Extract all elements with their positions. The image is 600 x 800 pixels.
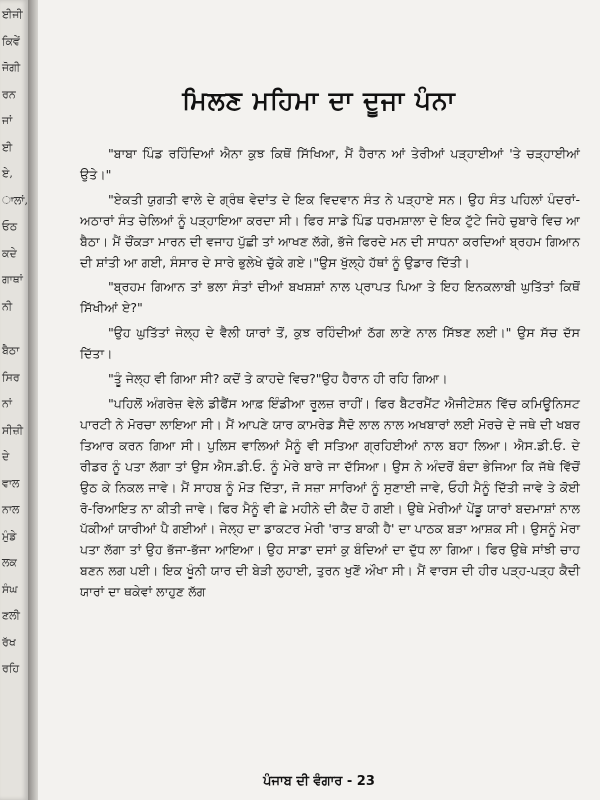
left-page-text-fragment: ਸਿਰ [2, 370, 20, 384]
left-page-text-fragment: ਗਾਥਾਂ [2, 273, 23, 286]
left-page-text-fragment: ਾਲਾਂ, [2, 193, 28, 207]
left-page-text-fragment: ਸੀਜ਼ੀ [2, 423, 24, 437]
adjacent-page-edge [0, 0, 28, 800]
left-page-text-fragment: ਕਿਵੇਂ [2, 34, 20, 48]
paragraph: "ਬਾਬਾ ਪਿੰਡ ਰਹਿੰਦਿਆਂ ਐਨਾ ਕੁਝ ਕਿਥੋਂ ਸਿੱਖਿਆ, ਮੈਂ ਹੈਰਾਨ ਆਂ ਤੇਰੀਆਂ ਪੜ੍ਹਾਈਆਂ 'ਤੇ ਚੜ੍ਹਾਈਆਂ ਉਤੇ।" [80, 146, 580, 182]
left-page-text-fragment: ਜਾਂ [2, 114, 13, 127]
paragraph: "ਤੂੰ ਜੇਲ੍ਹ ਵੀ ਗਿਆ ਸੀ? ਕਦੋਂ ਤੇ ਕਾਹਦੇ ਵਿਚ?"ਉਹ ਹੈਰਾਨ ਹੀ ਰਹਿ ਗਿਆ। [108, 371, 448, 387]
left-page-text-fragment: ਕਦੇ [2, 246, 17, 260]
body-text [80, 144, 580, 607]
left-page-text-fragment: ਜੋਗੀ [2, 61, 21, 74]
left-page-text-fragment: ਵਾਲ [2, 476, 20, 490]
left-page-text-fragment: ਓਠ [2, 220, 18, 233]
left-page-text-fragment: ਏ, [2, 167, 13, 180]
left-page-text-fragment: ਰੱਖ [2, 635, 16, 649]
page-footer: ਪੰਜਾਬ ਦੀ ਵੰਗਾਰ - 23 [263, 774, 375, 789]
left-page-text-fragment: ਰਨ [2, 87, 16, 101]
left-page-text-fragment: ਮੁੰਡੇ [2, 529, 17, 543]
book-gutter [28, 0, 38, 800]
left-page-text-fragment: ਰਹਿ [2, 662, 20, 675]
paragraph: "ਉਹ ਘੁਤਿੱਤਾਂ ਜੇਲ੍ਹ ਦੇ ਵੈਲੀ ਯਾਰਾਂ ਤੋਂ, ਕੁਝ ਰਹਿੰਦੀਆਂ ਠੱਗ ਲਾਣੇ ਨਾਲ ਸਿੱਝਣ ਲਈ।" ਉਸ ਸੱਚ ਦੱਸ ਦਿੱਤਾ। [80, 325, 580, 362]
left-page-text-fragment: ਦੇ [2, 450, 10, 463]
left-page-text-fragment: ਨਾਂ [2, 397, 12, 410]
paragraph: "ਏਕਤੀ ਯੁਗਤੀ ਵਾਲੇ ਦੇ ਗ੍ਰੰਥ ਵੇਦਾਂਤ ਦੇ ਇਕ ਵਿਦਵਾਨ ਸੰਤ ਨੇ ਪੜ੍ਹਾਏ ਸਨ। ਉਹ ਸੰਤ ਪਹਿਲਾਂ ਪੰਦਰਾਂ-ਅਠਾਰਾਂ ਸੰਤ ਚੇਲਿਆਂ ਨੂੰ ਪੜ੍ਹਾਇਆ ਕਰਦਾ ਸੀ। ਫਿਰ ਸਾਡੇ ਪਿੰਡ ਧਰਮਸ਼ਾਲਾ ਦੇ ਇਕ ਟੁੱਟੇ ਜਿਹੇ ਚੁਬਾਰੇ ਵਿਚ ਆ ਬੈਠਾ। ਮੈਂ ਚੌਂਕੜਾ ਮਾਰਨ ਦੀ ਵਜਾਹ ਪੁੱਛੀ ਤਾਂ ਆਖਣ ਲੱਗੇ, ਭੱਜੇ ਫਿਰਦੇ ਮਨ ਦੀ ਸਾਧਨਾ ਕਰਦਿਆਂ ਬ੍ਰਹਮ ਗਿਆਨ ਦੀ ਸ਼ਾਂਤੀ ਆ ਗਈ, ਸੰਸਾਰ ਦੇ ਸਾਰੇ ਭੁਲੇਖੇ ਚੁੱਕੇ ਗਏ।"ਉਸ ਖੁੱਲ੍ਹੇ ਹੱਥਾਂ ਨੂੰ ਉਡਾਰ ਦਿੱਤੀ। [80, 191, 580, 270]
left-page-text-fragment: ਨੀ [2, 299, 13, 313]
chapter-title: ਮਿਲਣ ਮਹਿਮਾ ਦਾ ਦੂਜਾ ਪੰਨਾ [182, 86, 456, 115]
paragraph: "ਪਹਿਲੋਂ ਅੰਗਰੇਜ਼ ਵੇਲੇ ਡੀਫੈਂਸ ਆਫ਼ ਇੰਡੀਆ ਰੂਲਜ਼ ਰਾਹੀਂ। ਫਿਰ ਬੈਟਰਮੈਂਟ ਐਜੀਟੇਸ਼ਨ ਵਿੱਚ ਕਮਿਊਨਿਸਟ ਪਾਰਟੀ ਨੇ ਮੋਰਚਾ ਲਾਇਆ ਸੀ। ਮੈਂ ਆਪਣੇ ਯਾਰ ਕਾਮਰੇਡ ਸੈਦੋ ਲਾਲ ਨਾਲ ਅਖਬਾਰਾਂ ਲਈ ਮੋਰਚੇ ਦੇ ਜਥੇ ਦੀ ਖਬਰ ਤਿਆਰ ਕਰਨ ਗਿਆ ਸੀ। ਪੁਲਿਸ ਵਾਲਿਆਂ ਮੈਨੂੰ ਵੀ ਸਤਿਆ ਗ੍ਰਹਿਈਆਂ ਨਾਲ ਬਹਾ ਲਿਆ। ਐਸ.ਡੀ.ਓ. ਦੇ ਰੀਡਰ ਨੂੰ ਪਤਾ ਲੱਗਾ ਤਾਂ ਉਸ ਐਸ.ਡੀ.ਓ. ਨੂੰ ਮੇਰੇ ਬਾਰੇ ਜਾ ਦੱਸਿਆ। ਉਸ ਨੇ ਅੰਦਰੋਂ ਬੰਦਾ ਭੇਜਿਆ ਕਿ ਜੱਥੇ ਵਿੱਚੋਂ ਉਠ ਕੇ ਨਿਕਲ ਜਾਵੇ। ਮੈਂ ਸਾਹਬ ਨੂੰ ਮੋੜ ਦਿੱਤਾ, ਜੋ ਸਜ਼ਾ ਸਾਰਿਆਂ ਨੂੰ ਸੁਣਾਈ ਜਾਵੇ, ਓਹੀ ਮੈਨੂੰ ਦਿੱਤੀ ਜਾਵੇ ਤੇ ਕੋਈ ਰੋ-ਰਿਆਇਤ ਨਾ ਕੀਤੀ ਜਾਵੇ। ਫਿਰ ਮੈਨੂੰ ਵੀ ਛੇ ਮਹੀਨੇ ਦੀ ਕੈਦ ਹੋ ਗਈ। ਉਥੇ ਮੇਰੀਆਂ ਪੇਂਡੂ ਯਾਰਾਂ ਬਦਮਾਸ਼ਾਂ ਨਾਲ ਪੱਕੀਆਂ ਯਾਰੀਆਂ ਪੈ ਗਈਆਂ। ਜੇਲ੍ਹ ਦਾ ਡਾਕਟਰ ਮੇਰੀ 'ਰਾਤ ਬਾਕੀ ਹੈ' ਦਾ ਪਾਠਕ ਬੜਾ ਆਸ਼ਕ ਸੀ। ਉਸਨੂੰ ਮੇਰਾ ਪਤਾ ਲੱਗਾ ਤਾਂ ਉਹ ਭੱਜਾ-ਭੱਜਾ ਆਇਆ। ਉਹ ਸਾਡਾ ਦਸਾਂ ਕੁ ਬੰਦਿਆਂ ਦਾ ਦੁੱਧ ਲਾ ਗਿਆ। ਫਿਰ ਉਥੇ ਸਾਂਝੀ ਚਾਹ ਬਣਨ ਲਗ ਪਈ। ਇਕ ਖੂੰਨੀ ਯਾਰ ਦੀ ਬੇੜੀ ਲੁਹਾਈ, ਤੁਰਨ ਖੁਣੋਂ ਔਖਾ ਸੀ। ਮੈਂ ਵਾਰਸ ਦੀ ਹੀਰ ਪੜ੍ਹ-ਪੜ੍ਹ ਕੈਦੀ ਯਾਰਾਂ ਦਾ ਥਕੇਵਾਂ ਲਾਹੁਣ ਲੱਗ [80, 395, 580, 600]
paragraph: "ਬ੍ਰਹਮ ਗਿਆਨ ਤਾਂ ਭਲਾ ਸੰਤਾਂ ਦੀਆਂ ਬਖਸ਼ਸ਼ਾਂ ਨਾਲ ਪ੍ਰਾਪਤ ਪਿਆ ਤੇ ਇਹ ਇਨਕਲਾਬੀ ਘੁਤਿੱਤਾਂ ਕਿਥੋਂ ਸਿੱਖੀਆਂ ਏ?" [80, 279, 580, 316]
left-page-text-fragment: ਸੰਘ [2, 582, 18, 596]
left-page-text-fragment: ਣਲੀ [2, 609, 20, 622]
left-page-text-fragment: ਲਕ [2, 556, 17, 569]
left-page-text-fragment: ਈਜੀ [2, 8, 23, 21]
left-page-text-fragment: ਈ [2, 140, 13, 154]
book-page [38, 0, 600, 800]
left-page-text-fragment: ਬੈਠਾ [2, 344, 20, 357]
left-page-text-fragment: ਨਾਲ [2, 503, 20, 516]
